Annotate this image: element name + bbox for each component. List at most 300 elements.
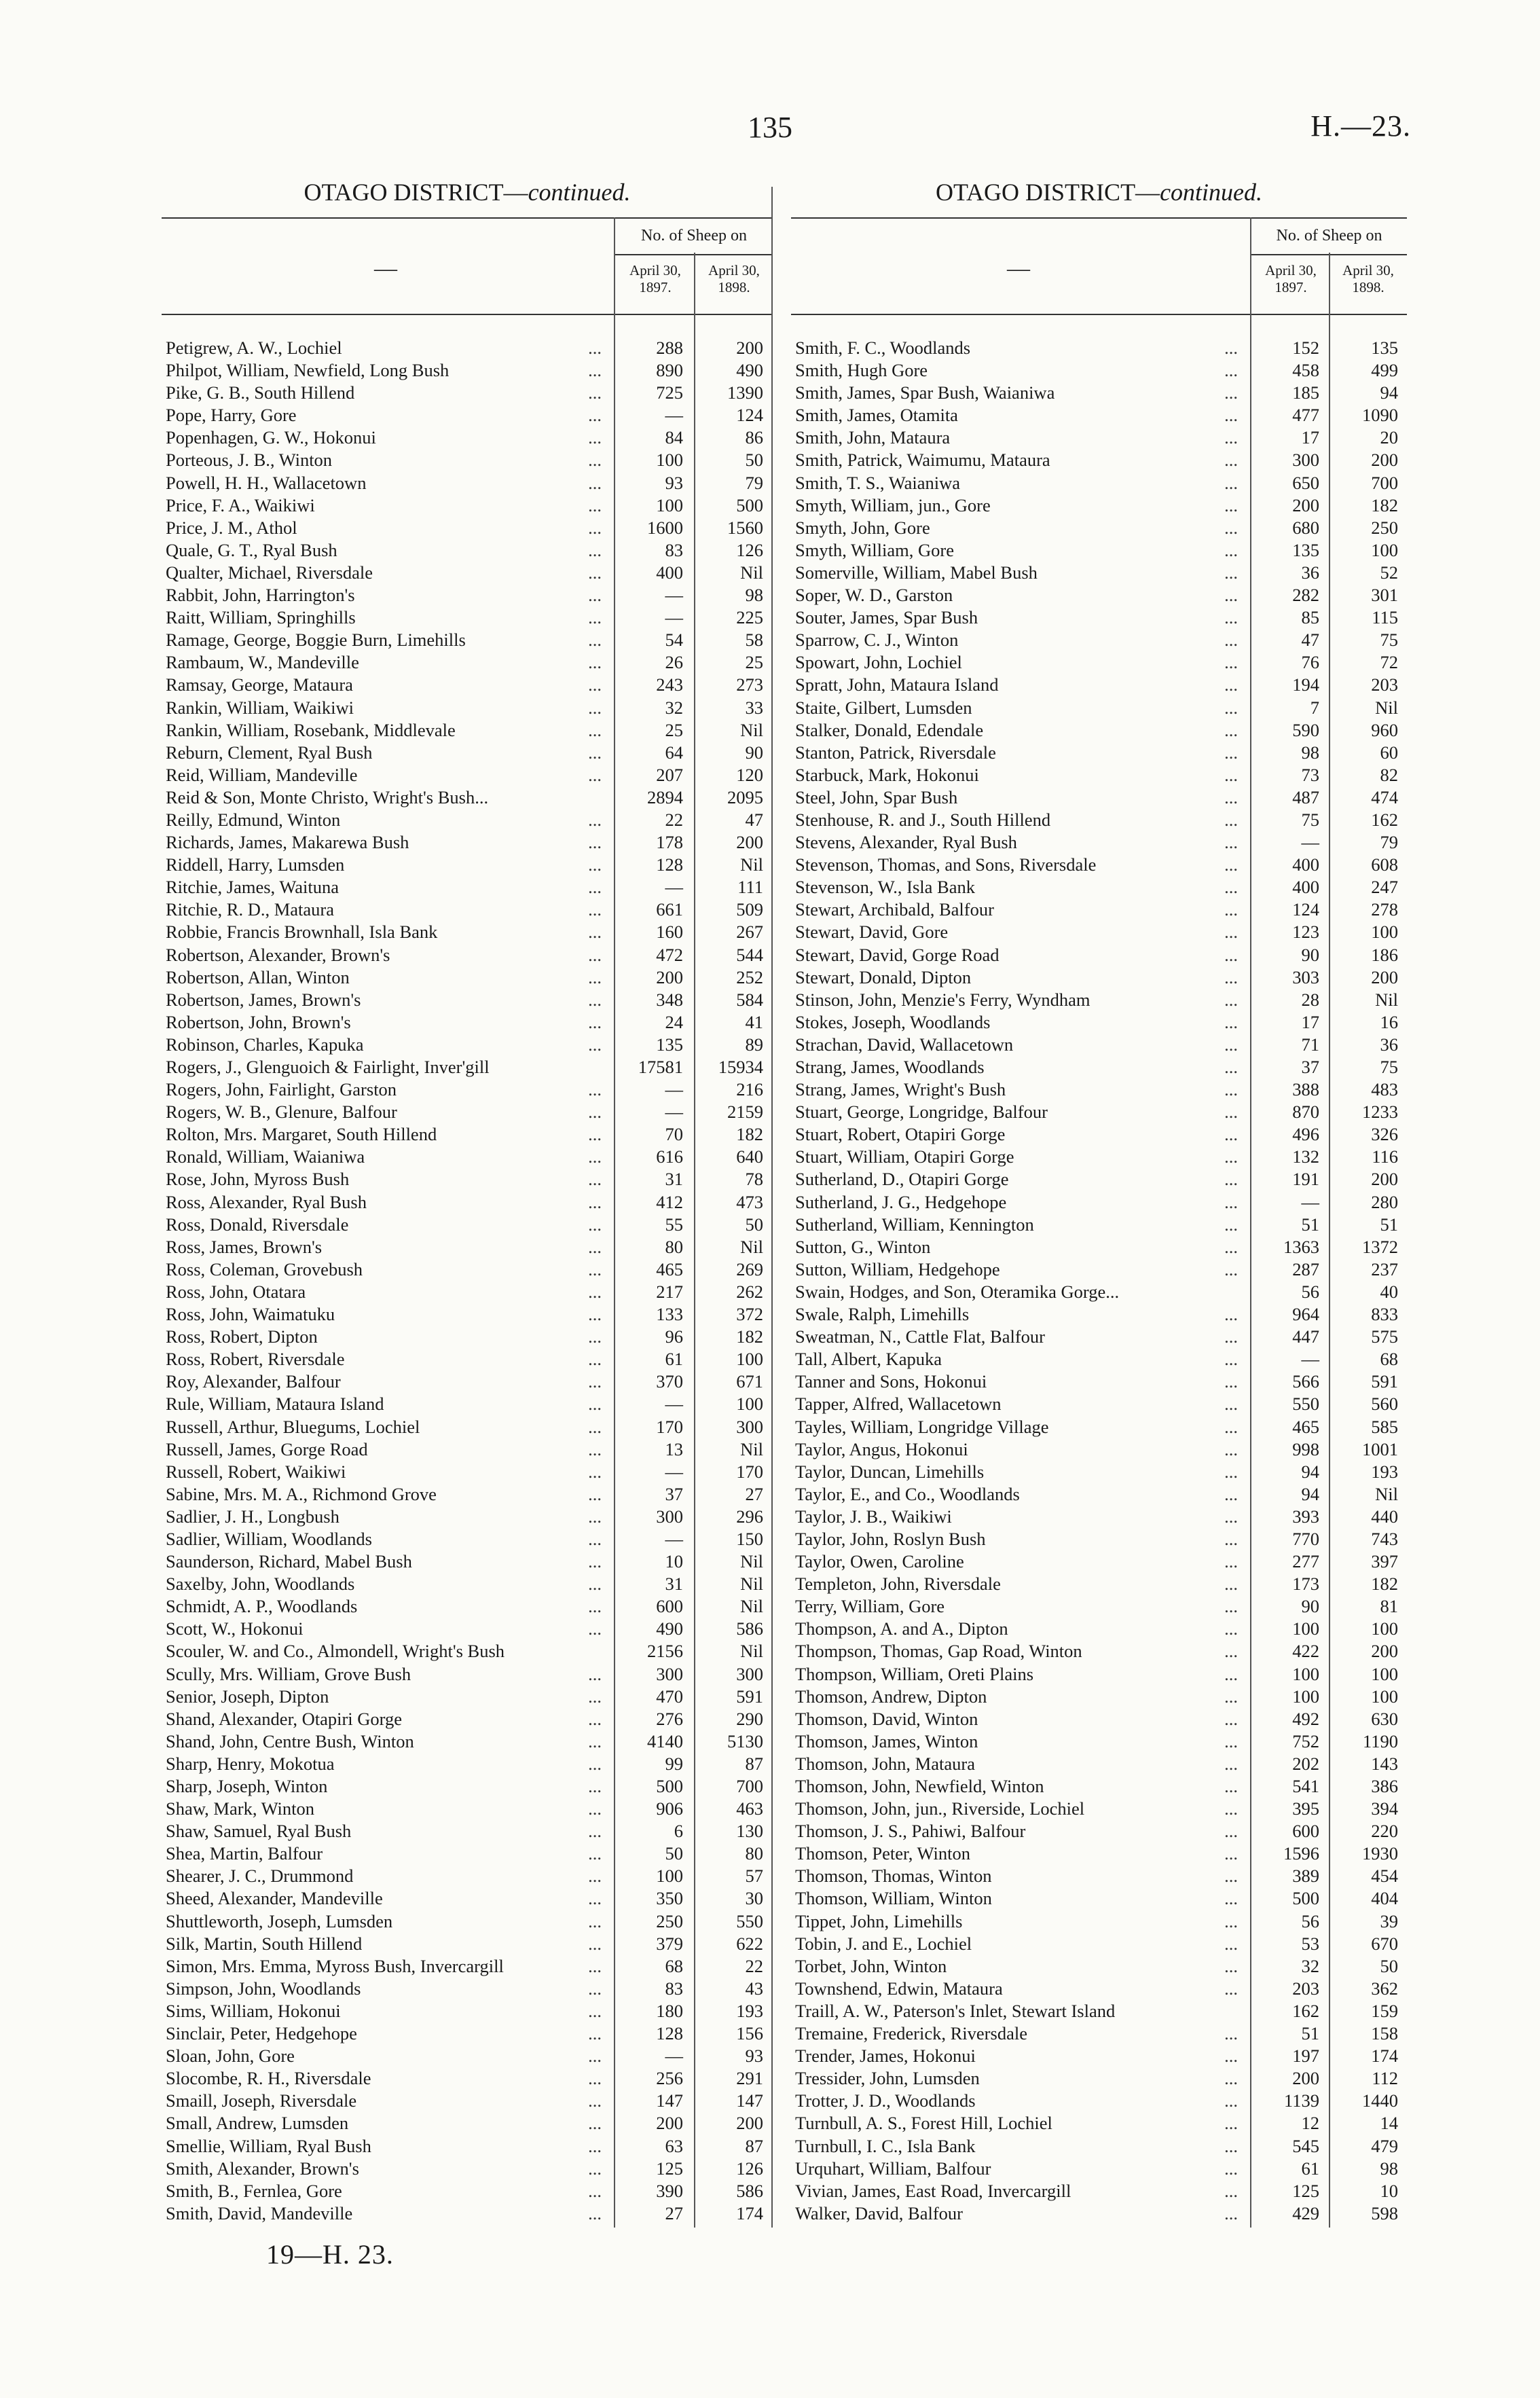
owner-name: Sabine, Mrs. M. A., Richmond Grove [166, 1483, 437, 1504]
sheep-1897: 27 [665, 2202, 683, 2223]
sheep-1898: 10 [1380, 2180, 1398, 2201]
leader-dots: ... [588, 1776, 602, 1796]
sheep-1898: 670 [1371, 1933, 1398, 1954]
table-row [791, 742, 1407, 764]
table-row [791, 1438, 1407, 1461]
sheep-1898: 159 [1371, 2000, 1398, 2021]
sheep-1898: 247 [1371, 877, 1398, 898]
sheep-1898: 39 [1380, 1910, 1398, 1931]
right-table-body [791, 337, 1407, 2225]
owner-name: Ross, John, Otatara [166, 1281, 306, 1302]
owner-name: Saxelby, John, Woodlands [166, 1574, 355, 1595]
sheep-1898: 1930 [1362, 1843, 1398, 1864]
table-row [162, 876, 773, 898]
leader-dots: ... [1224, 1596, 1238, 1617]
owner-name: Turnbull, I. C., Isla Bank [795, 2135, 976, 2156]
table-row [791, 1753, 1407, 1775]
table-row [162, 2022, 773, 2045]
owner-name: Ross, Donald, Riversdale [166, 1214, 349, 1235]
table-row [162, 629, 773, 651]
leader-dots: ... [1224, 1821, 1238, 1842]
left-column [162, 0, 773, 2398]
sheep-1897: 80 [665, 1236, 683, 1257]
leader-dots: ... [1224, 1798, 1238, 1819]
owner-name: Silk, Martin, South Hillend [166, 1933, 363, 1954]
sheep-1898: 273 [736, 674, 763, 695]
sheep-1898: 41 [745, 1011, 763, 1032]
owner-name: Ross, Robert, Riversdale [166, 1349, 345, 1370]
sheep-1898: 98 [1380, 2158, 1398, 2179]
sheep-1897: 100 [656, 450, 683, 471]
leader-dots: ... [588, 1686, 602, 1707]
sheep-1898: 52 [1380, 562, 1398, 583]
sheep-1897: 162 [1292, 2000, 1319, 2021]
owner-name: Smyth, William, jun., Gore [795, 494, 991, 515]
leader-dots: ... [1224, 1641, 1238, 1662]
sheep-1898: 80 [745, 1843, 763, 1864]
sheep-1898: 43 [745, 1978, 763, 1999]
sheep-1898: 124 [736, 405, 763, 426]
sheep-1898: 170 [736, 1461, 763, 1482]
owner-name: Robertson, James, Brown's [166, 989, 361, 1010]
sheep-1898: 671 [736, 1371, 763, 1392]
owner-name: Sloan, John, Gore [166, 2046, 295, 2067]
leader-dots: ... [1224, 832, 1238, 853]
sheep-1898: 454 [1371, 1866, 1398, 1887]
sheep-1898: 250 [1371, 517, 1398, 538]
leader-dots: ... [1224, 494, 1238, 515]
sheep-1898: 237 [1371, 1258, 1398, 1279]
leader-dots: ... [1224, 1394, 1238, 1415]
leader-dots: ... [588, 1371, 602, 1392]
table-row [162, 1730, 773, 1753]
sheep-1897: 7 [1310, 697, 1319, 718]
sheep-1898: 193 [1371, 1461, 1398, 1482]
sheep-1897: 17 [1301, 1011, 1319, 1032]
leader-dots: ... [588, 1349, 602, 1370]
leader-dots: ... [1224, 360, 1238, 381]
sheep-1898: 216 [736, 1079, 763, 1100]
leader-dots: ... [588, 1102, 602, 1123]
sheep-1897: 56 [1301, 1281, 1319, 1302]
table-row [162, 539, 773, 562]
sheep-1898: 386 [1371, 1776, 1398, 1796]
owner-name: Smith, B., Fernlea, Gore [166, 2180, 342, 2201]
sheep-1898: Nil [740, 854, 763, 875]
sheep-1897: 1600 [647, 517, 683, 538]
table-row [162, 1933, 773, 1955]
district-title-text: OTAGO DISTRICT— [304, 179, 528, 206]
table-row [162, 966, 773, 989]
sheep-1898: 463 [736, 1798, 763, 1819]
sheep-1898: 182 [736, 1326, 763, 1347]
table-row [791, 539, 1407, 562]
leader-dots: ... [1224, 1866, 1238, 1887]
table-row [791, 1686, 1407, 1708]
sheep-1897: 6 [674, 1821, 683, 1842]
sheep-1898: 483 [1371, 1079, 1398, 1100]
owner-name: Powell, H. H., Wallacetown [166, 472, 367, 493]
owner-name: Rogers, W. B., Glenure, Balfour [166, 1102, 397, 1123]
sheep-1897: 63 [665, 2135, 683, 2156]
owner-name: Russell, James, Gorge Road [166, 1438, 368, 1459]
sheep-1897: 135 [1292, 539, 1319, 560]
owner-name: Shand, John, Centre Bush, Winton [166, 1730, 414, 1751]
leader-dots: ... [1224, 1102, 1238, 1123]
owner-name: Sutherland, William, Kennington [795, 1214, 1034, 1235]
table-row [162, 2202, 773, 2225]
sheep-1898: 200 [1371, 450, 1398, 471]
leader-dots: ... [1224, 1506, 1238, 1527]
owner-name: Swain, Hodges, and Son, Oteramika Gorge... [795, 1281, 1120, 1302]
sheep-1897: 680 [1292, 517, 1319, 538]
owner-name: Ross, Robert, Dipton [166, 1326, 318, 1347]
sheep-1898: 200 [736, 2113, 763, 2134]
owner-name: Scott, W., Hokonui [166, 1618, 304, 1639]
sheep-1898: 269 [736, 1258, 763, 1279]
sheep-1897: 1363 [1283, 1236, 1319, 1257]
table-row [162, 1236, 773, 1258]
leader-dots: ... [588, 1483, 602, 1504]
leader-dots: ... [1224, 1191, 1238, 1212]
table-row [791, 1101, 1407, 1123]
owner-name: Torbet, John, Winton [795, 1955, 947, 1976]
sheep-1897: 50 [665, 1843, 683, 1864]
sheep-1897: 100 [656, 494, 683, 515]
table-row [162, 2112, 773, 2134]
table-row [791, 1865, 1407, 1887]
owner-name: Thomson, William, Winton [795, 1888, 992, 1909]
leader-dots: ... [1224, 1258, 1238, 1279]
owner-name: Rankin, William, Rosebank, Middlevale [166, 719, 456, 740]
leader-dots: ... [1224, 1663, 1238, 1684]
table-row [162, 1303, 773, 1326]
leader-dots: ... [588, 1326, 602, 1347]
sheep-1898: 440 [1371, 1506, 1398, 1527]
table-row [791, 786, 1407, 809]
leader-dots: ... [588, 1394, 602, 1415]
sheep-1897: 277 [1292, 1551, 1319, 1572]
sheep-1898: 490 [736, 360, 763, 381]
leader-dots: ... [1224, 764, 1238, 785]
leader-dots: ... [1224, 786, 1238, 807]
owner-name: Stenhouse, R. and J., South Hillend [795, 809, 1051, 830]
leader-dots: ... [1224, 1483, 1238, 1504]
leader-dots: ... [588, 1304, 602, 1325]
sheep-1897: 2894 [647, 786, 683, 807]
sheep-1898: 1001 [1362, 1438, 1398, 1459]
table-row [791, 1663, 1407, 1686]
owner-name: Russell, Arthur, Bluegums, Lochiel [166, 1416, 420, 1437]
sheep-1898: 100 [1371, 1686, 1398, 1707]
table-row [791, 1618, 1407, 1640]
leader-dots: ... [1224, 899, 1238, 920]
sheep-1898: 598 [1371, 2202, 1398, 2223]
sheep-1897: 465 [656, 1258, 683, 1279]
sheep-1898: 586 [736, 1618, 763, 1639]
leader-dots: ... [1224, 989, 1238, 1010]
owner-name: Rule, William, Mataura Island [166, 1394, 384, 1415]
table-row [791, 1550, 1407, 1573]
table-row [162, 1550, 773, 1573]
sheep-1898: 94 [1380, 382, 1398, 403]
table-row [162, 1438, 773, 1461]
sheep-1897: 76 [1301, 652, 1319, 673]
leader-dots: ... [588, 1821, 602, 1842]
sheep-1897: 200 [1292, 2068, 1319, 2089]
sheep-1897: 13 [665, 1438, 683, 1459]
table-row [162, 1034, 773, 1056]
table-row [162, 1281, 773, 1303]
owner-name: Sheed, Alexander, Mandeville [166, 1888, 383, 1909]
sheep-1897: 32 [1301, 1955, 1319, 1976]
sheep-1897: 152 [1292, 338, 1319, 358]
sheep-1898: 326 [1371, 1124, 1398, 1145]
owner-name: Sutherland, J. G., Hedgehope [795, 1191, 1007, 1212]
sheep-1897: 770 [1292, 1528, 1319, 1549]
sheep-1898: 252 [736, 966, 763, 987]
leader-dots: ... [588, 1461, 602, 1482]
table-row [791, 1483, 1407, 1506]
leader-dots: ... [588, 2135, 602, 2156]
sheep-1898: 147 [736, 2090, 763, 2111]
table-row [791, 697, 1407, 719]
sheep-1898: 291 [736, 2068, 763, 2089]
table-row [162, 1887, 773, 1910]
sheep-1897: 147 [656, 2090, 683, 2111]
leader-dots: ... [588, 719, 602, 740]
leader-dots: ... [1224, 719, 1238, 740]
owner-name: Thompson, William, Oreti Plains [795, 1663, 1034, 1684]
owner-name: Ross, Alexander, Ryal Bush [166, 1191, 367, 1212]
table-row [791, 629, 1407, 651]
table-row [162, 1528, 773, 1550]
owner-name: Petigrew, A. W., Lochiel [166, 338, 342, 358]
col-1898-header: April 30, 1898. [708, 262, 760, 295]
sheep-1898: 87 [745, 2135, 763, 2156]
table-row [162, 1865, 773, 1887]
table-row [791, 426, 1407, 449]
leader-dots: ... [588, 1528, 602, 1549]
table-row [162, 1753, 773, 1775]
leader-dots: ... [588, 2023, 602, 2044]
owner-name: Sutherland, D., Otapiri Gorge [795, 1169, 1009, 1190]
sheep-1897: 197 [1292, 2046, 1319, 2067]
sheep-1898: 700 [1371, 472, 1398, 493]
sheep-1897: 90 [1301, 1596, 1319, 1617]
leader-dots: ... [1224, 2113, 1238, 2134]
leader-dots: ... [1224, 1730, 1238, 1751]
sheep-1898: 404 [1371, 1888, 1398, 1909]
table-row [162, 2045, 773, 2067]
leader-dots: ... [588, 360, 602, 381]
sheep-1897: — [1301, 832, 1319, 853]
sheep-1898: 20 [1380, 427, 1398, 448]
leader-dots: ... [588, 539, 602, 560]
sheep-1898: 98 [745, 585, 763, 606]
sheep-1898: 60 [1380, 742, 1398, 763]
owner-name: Sinclair, Peter, Hedgehope [166, 2023, 357, 2044]
owner-name: Simon, Mrs. Emma, Myross Bush, Invercargill [166, 1955, 504, 1976]
sheep-1897: 200 [1292, 494, 1319, 515]
sheep-1898: 58 [745, 630, 763, 651]
sheep-1898: 27 [745, 1483, 763, 1504]
sheep-1898: 1390 [727, 382, 763, 403]
owner-name: Tapper, Alfred, Wallacetown [795, 1394, 1002, 1415]
owner-name: Smyth, John, Gore [795, 517, 930, 538]
sheep-1898: 150 [736, 1528, 763, 1549]
table-row [791, 2045, 1407, 2067]
owner-name: Rolton, Mrs. Margaret, South Hillend [166, 1124, 437, 1145]
sheep-1898: 193 [736, 2000, 763, 2021]
owner-name: Walker, David, Balfour [795, 2202, 964, 2223]
owner-name: Rambaum, W., Mandeville [166, 652, 359, 673]
owner-name: Rankin, William, Waikiwi [166, 697, 354, 718]
owner-name: Tressider, John, Lumsden [795, 2068, 980, 2089]
left-table-body [162, 337, 773, 2225]
leader-dots: ... [588, 405, 602, 426]
table-row [162, 1483, 773, 1506]
sheep-1897: 725 [656, 382, 683, 403]
owner-name: Smith, Alexander, Brown's [166, 2158, 359, 2179]
owner-name: Strang, James, Wright's Bush [795, 1079, 1006, 1100]
owner-name: Stewart, Donald, Dipton [795, 966, 972, 987]
sheep-1897: 68 [665, 1955, 683, 1976]
leader-dots: ... [1224, 1124, 1238, 1145]
sheep-1898: 111 [737, 877, 763, 898]
sheep-1897: 90 [1301, 944, 1319, 965]
sheep-1898: 301 [1371, 585, 1398, 606]
sheep-1897: 661 [656, 899, 683, 920]
sheep-1897: 550 [1292, 1394, 1319, 1415]
sheep-1897: 400 [1292, 877, 1319, 898]
owner-name: Scouler, W. and Co., Almondell, Wright's Bush [166, 1641, 505, 1662]
sheep-1898: 575 [1371, 1326, 1398, 1347]
table-row [791, 764, 1407, 786]
leader-dots: ... [588, 562, 602, 583]
leader-dots: ... [588, 1416, 602, 1437]
sheep-1897: 487 [1292, 786, 1319, 807]
table-row [162, 472, 773, 494]
sheep-1897: 94 [1301, 1461, 1319, 1482]
table-row [162, 944, 773, 966]
owner-name: Rabbit, John, Harrington's [166, 585, 355, 606]
leader-dots: ... [588, 494, 602, 515]
owner-name: Reid & Son, Monte Christo, Wright's Bush... [166, 786, 489, 807]
table-row [162, 786, 773, 809]
sheep-1898: 1560 [727, 517, 763, 538]
col-1897-header: April 30, 1897. [629, 262, 681, 295]
leader-dots: ... [1224, 1888, 1238, 1909]
table-row [791, 1955, 1407, 1978]
owner-name: Ross, James, Brown's [166, 1236, 323, 1257]
table-row [162, 1573, 773, 1595]
sheep-1898: 82 [1380, 764, 1398, 785]
table-row [162, 382, 773, 404]
sheep-1898: 509 [736, 899, 763, 920]
leader-dots: ... [588, 674, 602, 695]
sheep-1897: 616 [656, 1146, 683, 1167]
sheep-1897: 173 [1292, 1574, 1319, 1595]
leader-dots: ... [1224, 472, 1238, 493]
leader-dots: ... [1224, 338, 1238, 358]
sheep-1898: 200 [1371, 1641, 1398, 1662]
table-row [791, 921, 1407, 943]
table-row [791, 1730, 1407, 1753]
sheep-1897: 100 [1292, 1686, 1319, 1707]
sheep-1897: 12 [1301, 2113, 1319, 2134]
owner-name: Steel, John, Spar Bush [795, 786, 958, 807]
district-title [791, 178, 1407, 206]
sheep-1897: 83 [665, 1978, 683, 1999]
sheep-1898: 499 [1371, 360, 1398, 381]
sheep-1898: 79 [745, 472, 763, 493]
table-row [162, 1820, 773, 1842]
owner-name: Scully, Mrs. William, Grove Bush [166, 1663, 411, 1684]
leader-dots: ... [588, 922, 602, 943]
sheep-1897: 650 [1292, 472, 1319, 493]
leader-dots: ... [588, 742, 602, 763]
sheep-1897: 964 [1292, 1304, 1319, 1325]
table-row [791, 584, 1407, 606]
owner-name: Starbuck, Mark, Hokonui [795, 764, 979, 785]
leader-dots: ... [1224, 539, 1238, 560]
owner-name: Qualter, Michael, Riversdale [166, 562, 373, 583]
sheep-1897: 1139 [1283, 2090, 1319, 2111]
owner-name: Soper, W. D., Garston [795, 585, 953, 606]
sheep-1898: 72 [1380, 652, 1398, 673]
owner-name: Traill, A. W., Paterson's Inlet, Stewart Island [795, 2000, 1116, 2021]
sheep-1898: 126 [736, 2158, 763, 2179]
owner-name: Trotter, J. D., Woodlands [795, 2090, 976, 2111]
sheep-1897: 350 [656, 1888, 683, 1909]
owner-name: Vivian, James, East Road, Invercargill [795, 2180, 1071, 2201]
owner-name: Robertson, Allan, Winton [166, 966, 350, 987]
owner-name: Pope, Harry, Gore [166, 405, 297, 426]
table-row [791, 1910, 1407, 1933]
leader-dots: ... [1224, 1236, 1238, 1257]
sheep-1897: — [665, 1394, 683, 1415]
sheep-1897: 370 [656, 1371, 683, 1392]
sheep-1898: 40 [1380, 1281, 1398, 1302]
leader-dots: ... [588, 2068, 602, 2089]
table-row [791, 674, 1407, 696]
leader-dots: ... [1224, 809, 1238, 830]
sheep-1897: 300 [1292, 450, 1319, 471]
sheep-1898: 290 [736, 1708, 763, 1729]
table-row [791, 1258, 1407, 1281]
table-row [791, 651, 1407, 674]
leader-dots: ... [1224, 427, 1238, 448]
table-row [791, 1640, 1407, 1663]
sheep-1898: 397 [1371, 1551, 1398, 1572]
table-row [791, 1034, 1407, 1056]
owner-name: Simpson, John, Woodlands [166, 1978, 361, 1999]
owner-name: Russell, Robert, Waikiwi [166, 1461, 346, 1482]
table-row [791, 1168, 1407, 1191]
leader-dots: ... [1224, 1169, 1238, 1190]
table-row [791, 966, 1407, 989]
sheep-1898: 75 [1380, 630, 1398, 651]
sheep-1897: 890 [656, 360, 683, 381]
leader-dots: ... [1224, 607, 1238, 628]
owner-name: Trender, James, Hokonui [795, 2046, 976, 2067]
table-row [791, 449, 1407, 471]
sheep-1898: 112 [1372, 2068, 1398, 2089]
sheep-1897: 31 [665, 1169, 683, 1190]
sheep-1897: 51 [1301, 2023, 1319, 2044]
sheep-1897: 61 [1301, 2158, 1319, 2179]
